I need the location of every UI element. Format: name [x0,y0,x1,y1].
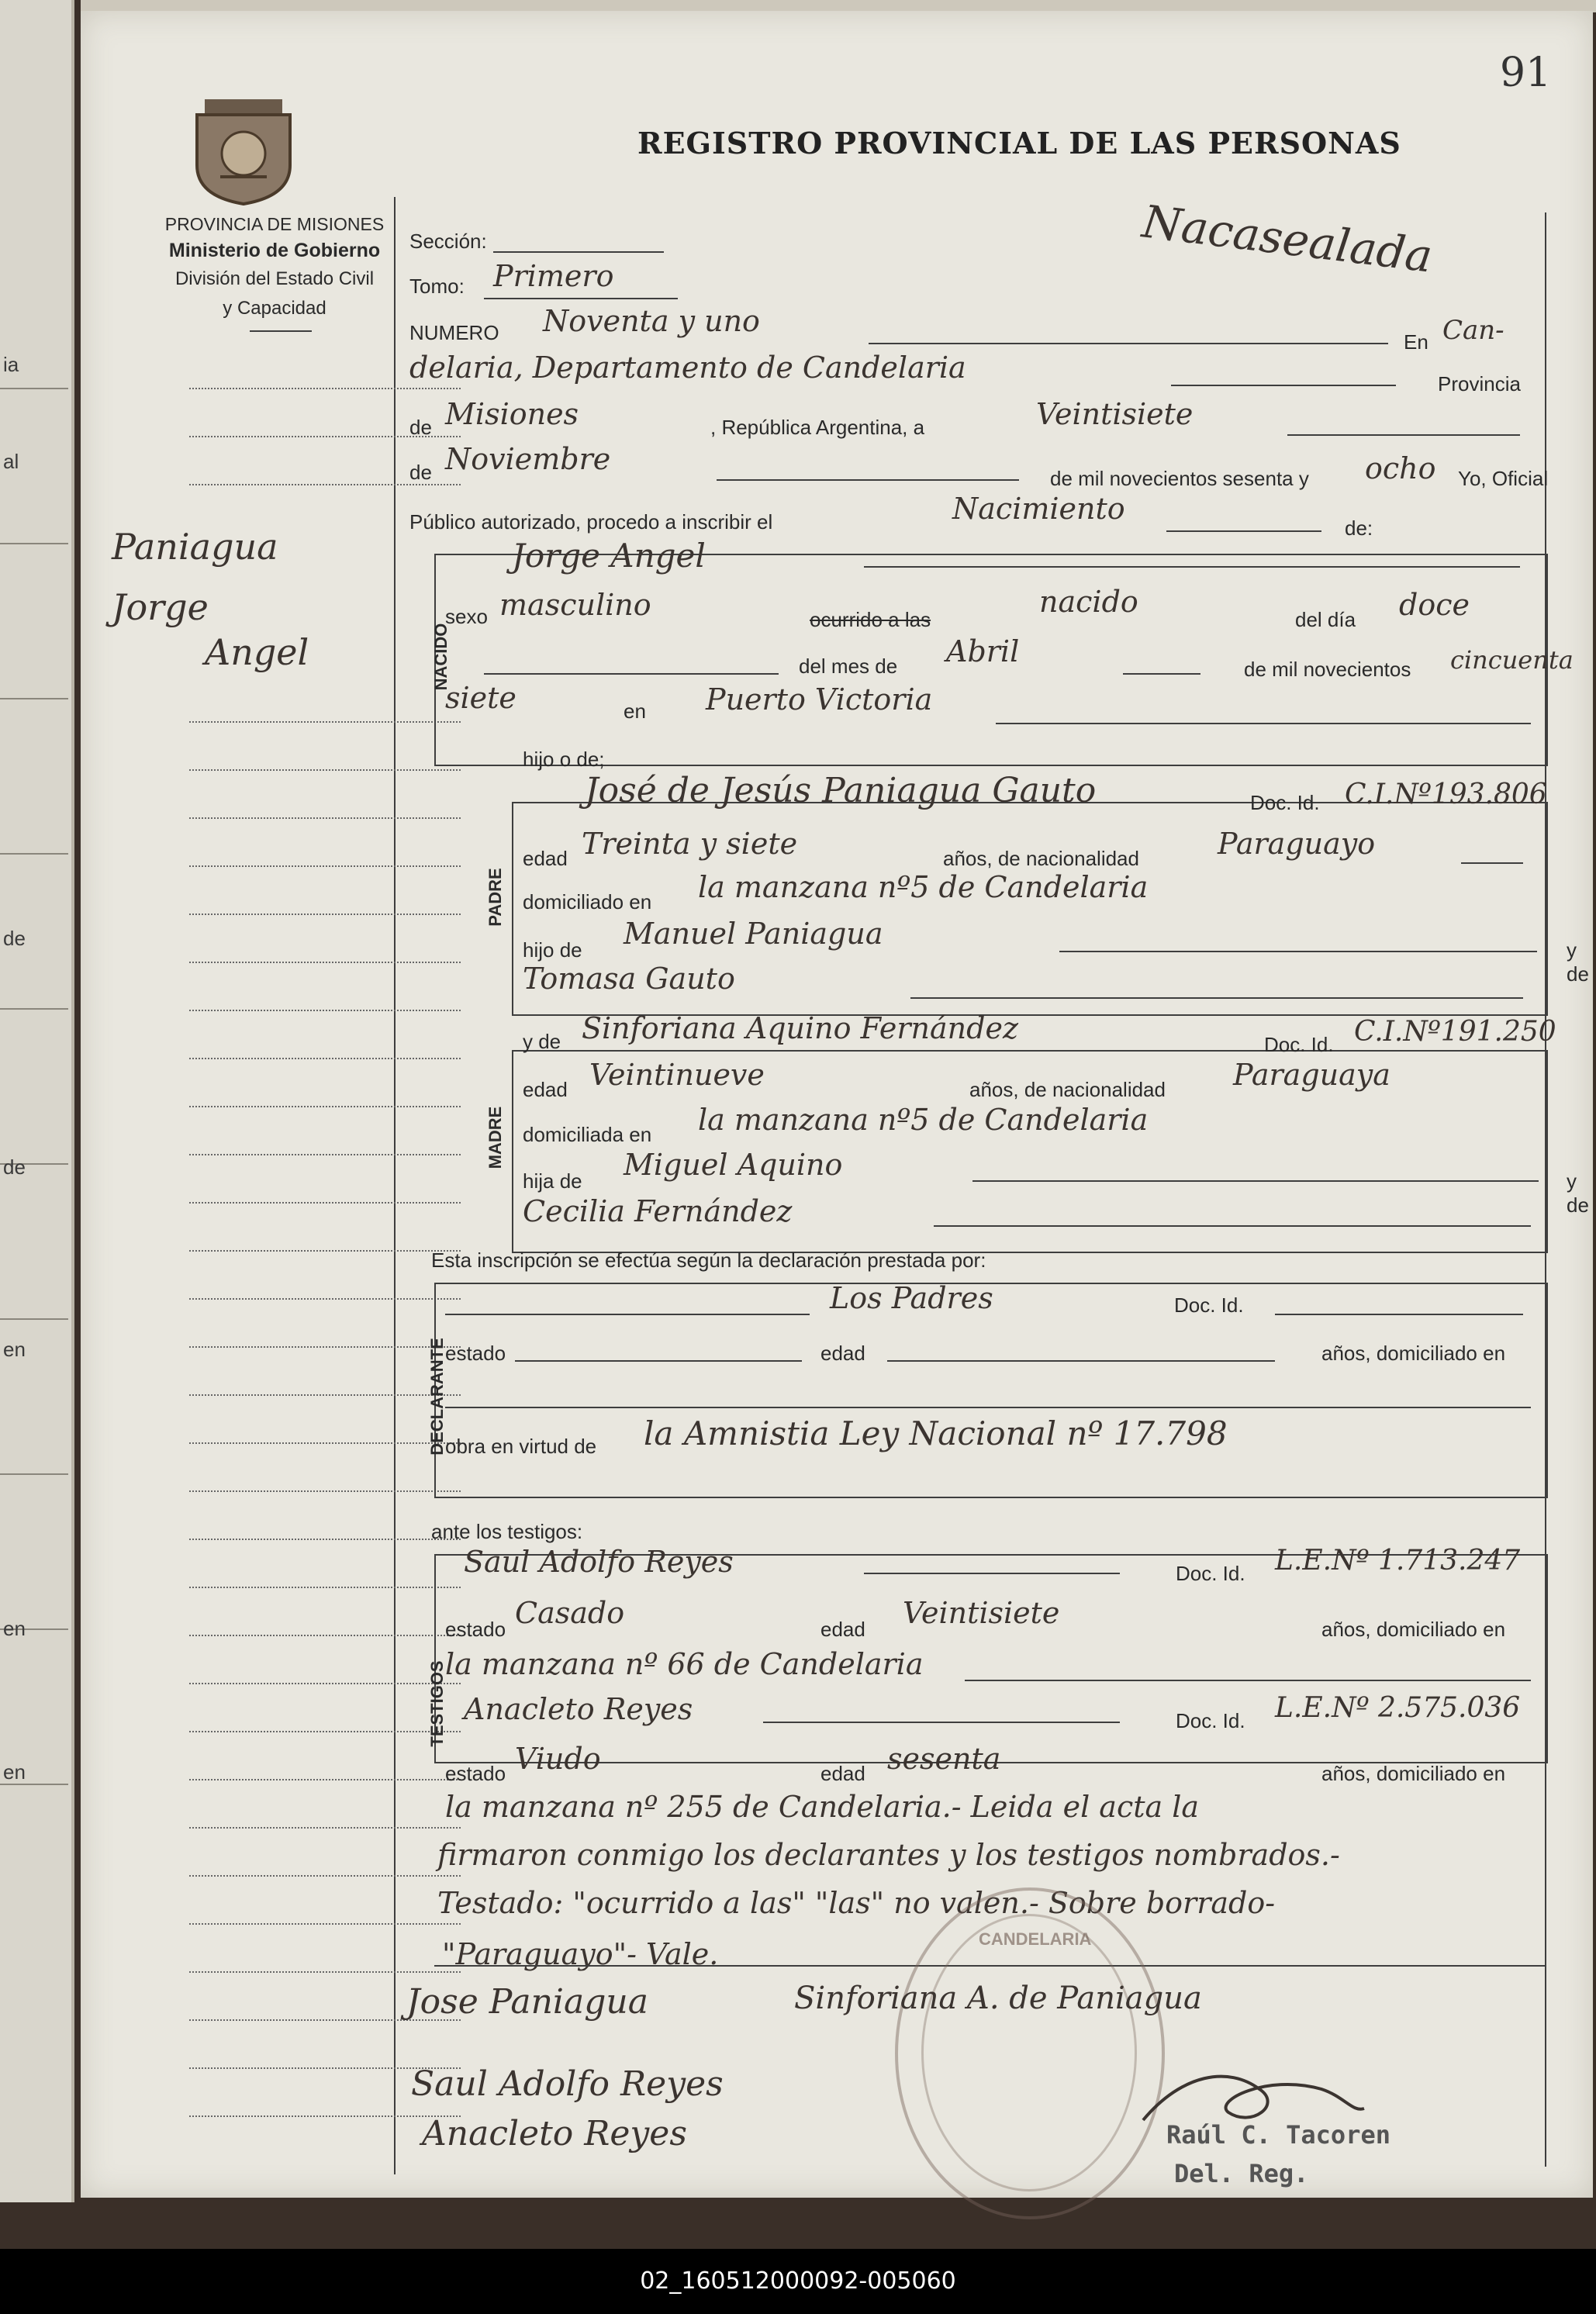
margin-rule [189,1875,461,1877]
field-testigo1: Saul Adolfo Reyes [464,1545,734,1579]
margin-rule [189,1250,461,1252]
label-hijo-de2: hijo de [523,938,582,962]
field-declarante: Los Padres [830,1281,993,1315]
field-anio: ocho [1365,451,1436,485]
field-anio-nac2: siete [445,681,516,715]
field-ley: la Amnistia Ley Nacional nº 17.798 [644,1414,1228,1452]
label-inscripcion: Esta inscripción se efectúa según la declaración prestada por: [431,1249,986,1272]
label-seccion: Sección: [409,230,487,253]
strip-fragment: en [3,1617,26,1640]
label-doc-id: Doc. Id. [1174,1293,1244,1317]
side-label-testigos: TESTIGOS [427,1660,447,1747]
document-title: REGISTRO PROVINCIAL DE LAS PERSONAS [637,126,1401,161]
strip-fragment: de [3,927,26,950]
margin-rule [189,1635,461,1636]
margin-rule [189,1587,461,1588]
label-doc-id: Doc. Id. [1250,791,1320,814]
field-padre-nombre: José de Jesús Paniagua Gauto [585,771,1097,810]
field-nombre: Jorge Angel [512,537,706,575]
label-edad: edad [820,1762,865,1785]
field-line [887,1360,1275,1362]
margin-rule [189,865,461,867]
header-ministry: Ministerio de Gobierno [168,240,381,261]
margin-rule [189,914,461,915]
field-line [1123,673,1200,675]
label-del-dia: del día [1295,608,1356,631]
label-de-colon: de: [1345,516,1373,540]
field-madre-dom: la manzana nº5 de Candelaria [698,1103,1149,1137]
margin-second-name: Angel [205,631,309,673]
field-line [1461,862,1523,864]
label-obra: obra en virtud de [445,1435,597,1458]
side-label-nacido: NACIDO [431,623,451,691]
strip-fragment: en [3,1338,26,1361]
margin-rule [189,1539,461,1540]
closing-line-2: firmaron conmigo los declarantes y los testigos nombrados.- [437,1838,1340,1872]
field-mes: Noviembre [445,442,611,476]
label-edad: edad [820,1618,865,1641]
label-publico: Público autorizado, procedo a inscribir el [409,510,773,534]
label-doc-id: Doc. Id. [1264,1033,1334,1056]
signature-witness-2: Anacleto Reyes [422,2114,687,2153]
margin-rule [189,1490,461,1492]
closing-line-4: "Paraguayo"- Vale. [442,1937,719,1971]
field-testigo2-doc: L.E.Nº 2.575.036 [1275,1692,1521,1724]
label-y-de: y de [1567,1169,1589,1217]
margin-rule [189,1346,461,1348]
previous-page-strip [0,0,74,2202]
margin-rule [189,1683,461,1684]
field-line [717,479,1019,481]
side-label-padre: PADRE [485,868,505,927]
field-line [864,566,1520,568]
field-line [493,251,664,253]
label-edad: edad [820,1342,865,1365]
label-anos-dom: años, domiciliado en [1321,1762,1506,1785]
header-province: PROVINCIA DE MISIONES [164,214,385,234]
label-en2: en [624,699,646,723]
field-acto: Nacimiento [952,492,1125,526]
official-name: Raúl C. Tacoren [1166,2120,1390,2150]
margin-rule [189,1394,461,1396]
label-del-mes: del mes de [799,654,898,678]
field-testigo1-doc: L.E.Nº 1.713.247 [1275,1545,1521,1577]
official-title: Del. Reg. [1174,2159,1309,2188]
field-dia-nac: doce [1399,588,1470,622]
margin-rule [189,1106,461,1107]
margin-rule [189,1202,461,1204]
margin-rule [189,2115,461,2117]
field-padre-nac: Paraguayo [1218,827,1376,861]
field-padre-dom: la manzana nº5 de Candelaria [698,870,1149,904]
label-sexo: sexo [445,605,488,628]
margin-rule [189,1442,461,1444]
field-madre-nombre: Sinforiana Aquino Fernández [582,1011,1018,1045]
field-testigo1-dom: la manzana nº 66 de Candelaria [445,1647,924,1681]
field-testigo2-estado: Viudo [515,1742,601,1776]
label-y-de: y de [1567,938,1589,986]
field-en: Can- [1442,315,1504,346]
field-padre-edad: Treinta y siete [582,827,798,861]
margin-divider [394,197,396,2174]
label-yo-oficial: Yo, Oficial [1458,467,1549,490]
field-provincia: Misiones [445,397,579,431]
field-padre-doc: C.I.Nº193.806 [1345,779,1547,810]
label-mil-nov: de mil novecientos [1244,658,1411,681]
label-provincia: Provincia [1438,372,1521,395]
strip-line [0,1318,68,1320]
label-en: En [1404,330,1428,354]
margin-rule [189,769,461,771]
field-line [965,1680,1531,1681]
field-lugar-nac: Puerto Victoria [706,682,933,717]
side-label-declarante: DECLARANTE [427,1338,447,1456]
signature-witness-1: Saul Adolfo Reyes [411,2064,724,2104]
margin-rule [189,1779,461,1780]
margin-rule [189,721,461,723]
label-doc-id: Doc. Id. [1176,1709,1245,1732]
field-line [910,997,1523,999]
field-padre-padre: Manuel Paniagua [624,917,883,951]
label-doc-id: Doc. Id. [1176,1562,1245,1585]
field-dia: Veintisiete [1036,397,1194,431]
label-y-de2: y de [523,1030,561,1053]
stamp-text: CANDELARIA [979,1929,1092,1949]
field-madre-nac: Paraguaya [1233,1058,1390,1092]
field-line [515,1360,802,1362]
strip-line [0,388,68,389]
field-line [934,1225,1531,1227]
strip-line [0,698,68,699]
strip-fragment: ia [3,353,19,376]
margin-rule [189,1058,461,1059]
label-numero: NUMERO [409,321,499,344]
header-capacity: y Capacidad [223,298,326,319]
label-estado: estado [445,1762,506,1785]
label-anos-dom: años, domiciliado en [1321,1618,1506,1641]
page-number: 91 [1500,50,1552,96]
strip-fragment: de [3,1155,26,1179]
field-nacido: nacido [1039,585,1138,619]
label-domiciliada: domiciliada en [523,1123,652,1146]
margin-first-name: Jorge [112,586,209,628]
field-tomo: Primero [493,259,614,293]
field-mes-nac: Abril [946,634,1020,668]
field-testigo2-edad: sesenta [887,1742,1001,1776]
margin-rule [189,1827,461,1829]
margin-rule [189,1971,461,1973]
signature-mother: Sinforiana A. de Paniagua [794,1981,1202,2016]
label-hijo-de: hijo o de; [523,748,605,771]
margin-rule [189,962,461,963]
stamp-ring [921,1914,1137,2191]
field-line [763,1722,1120,1723]
field-sexo: masculino [499,588,651,622]
field-madre-madre: Cecilia Fernández [523,1194,793,1228]
margin-rule [189,1154,461,1155]
field-line [484,298,678,299]
field-line [445,1314,810,1315]
strip-fragment: en [3,1760,26,1784]
label-mil-nov-sesenta: de mil novecientos sesenta y [1050,467,1309,490]
document-page [81,11,1593,2198]
field-madre-edad: Veintinueve [589,1058,765,1092]
header-rule [250,330,312,332]
margin-rule [189,1923,461,1925]
field-numero: Noventa y uno [543,304,760,338]
field-line [996,723,1531,724]
label-hija-de: hija de [523,1169,582,1193]
margin-rule [189,1298,461,1300]
closing-line-1: la manzana nº 255 de Candelaria.- Leida el acta la [445,1790,1200,1824]
field-testigo2: Anacleto Reyes [464,1692,693,1726]
field-line [1287,434,1520,436]
image-caption: 02_160512000092-005060 [0,2249,1596,2314]
field-anio-nac1: cincuenta [1450,645,1574,675]
field-line [445,1407,1531,1408]
side-label-madre: MADRE [485,1106,505,1169]
field-padre-madre: Tomasa Gauto [523,962,735,996]
strip-line [0,543,68,544]
coat-of-arms-icon [189,92,298,208]
strip-fragment: al [3,450,19,473]
label-tomo: Tomo: [409,275,465,298]
official-stamp [895,1887,1165,2219]
field-madre-padre: Miguel Aquino [624,1148,843,1182]
cancel-mark: Nacasealada [1139,195,1435,283]
label-anos-nac: años, de nacionalidad [943,847,1139,870]
strip-line [0,853,68,855]
field-line [1166,530,1321,532]
strip-line [0,1473,68,1475]
field-testigo1-edad: Veintisiete [903,1596,1060,1630]
label-edad: edad [523,1078,568,1101]
closing-line-3: Testado: "ocurrido a las" "las" no valen.- Sobre borrado- [437,1886,1276,1920]
field-line [1275,1314,1523,1315]
label-ocurrido: ocurrido a las [810,608,931,631]
margin-rule [189,817,461,819]
label-edad: edad [523,847,568,870]
field-line [1171,385,1396,386]
field-line [972,1180,1539,1182]
margin-rule [189,1731,461,1732]
field-madre-doc: C.I.Nº191.250 [1354,1016,1556,1048]
label-de: de [409,416,432,439]
field-lugar: delaria, Departamento de Candelaria [409,351,966,385]
field-line [484,673,779,675]
field-line [1059,951,1537,952]
label-domiciliado: domiciliado en [523,890,652,914]
margin-surname: Paniagua [112,526,278,568]
header-division: División del Estado Civil [174,268,375,289]
field-line [869,343,1388,344]
label-ante-testigos: ante los testigos: [431,1520,583,1543]
strip-line [0,1008,68,1010]
margin-rule [189,388,461,389]
margin-rule [189,1010,461,1011]
field-line [864,1573,1120,1574]
signature-father: Jose Paniagua [406,1982,648,2022]
label-anos-dom: años, domiciliado en [1321,1342,1506,1365]
label-republica: , República Argentina, a [710,416,925,439]
label-de2: de [409,461,432,484]
label-estado: estado [445,1618,506,1641]
label-anos-nac: años, de nacionalidad [969,1078,1166,1101]
label-estado: estado [445,1342,506,1365]
field-testigo1-estado: Casado [515,1596,625,1630]
